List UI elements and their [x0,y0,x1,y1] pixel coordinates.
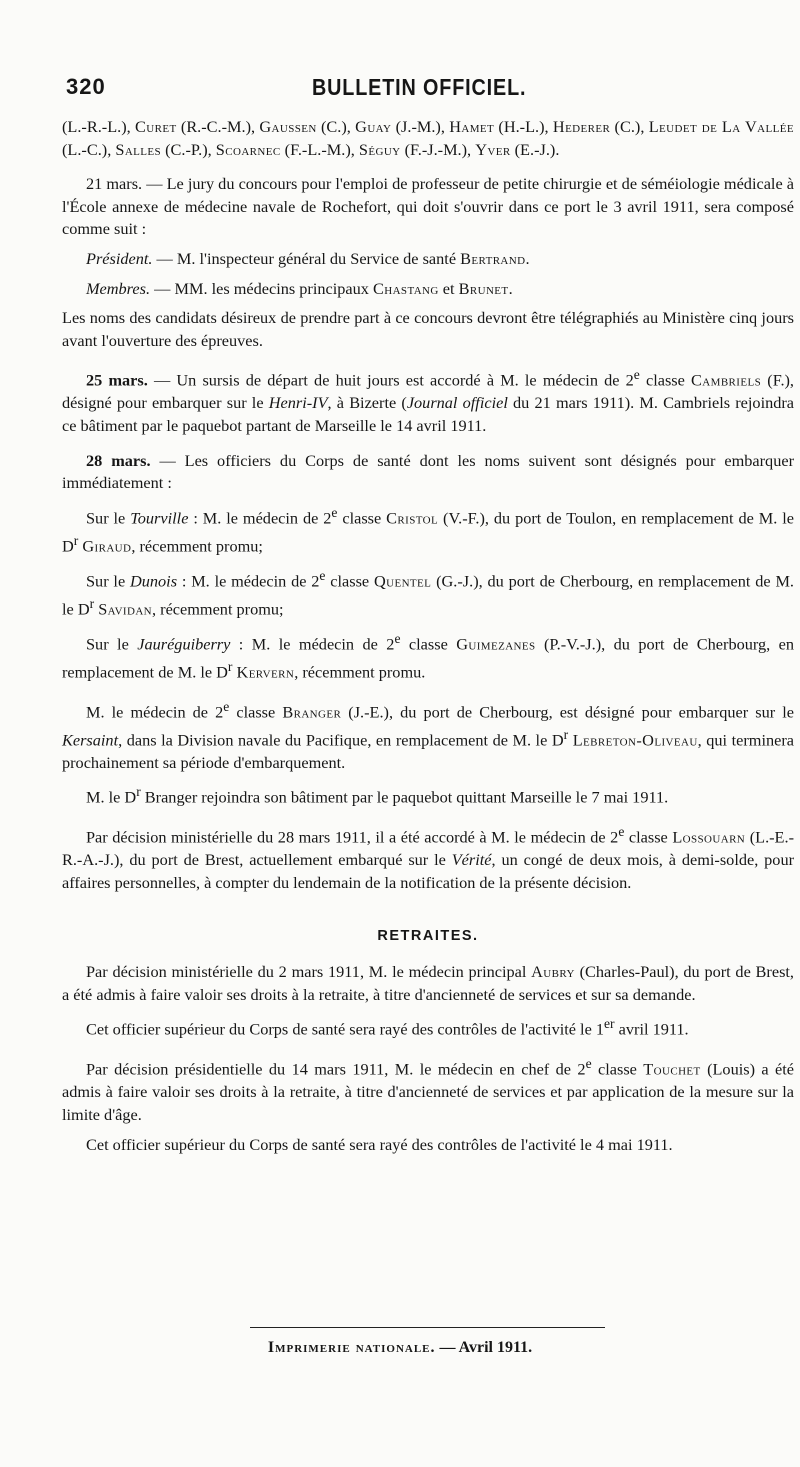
ship-name: Kersaint [62,730,119,750]
footer-rule [250,1327,605,1328]
kersaint-paragraph: M. le médecin de 2e classe Branger (J.-E.), du port de Cherbourg, est désigné pour embarquer sur le Kersaint, dans la Division navale du Pacifique, en remplacement de M. le $D^r$ Lebreton-Oliveau, qui terminera prochainement sa période d'embarquement. [62,698,795,772]
person-name: Kervern [236,662,295,682]
ship-name: Dunois [130,571,178,591]
running-title: BULLETIN OFFICIEL. [312,74,527,100]
embarquement-item: Sur le Dunois : M. le médecin de 2e classe Quentel (G.-J.), du port de Cherbourg, en remplacement de M. le $D^r$ Savidan, récemment promu; [62,567,794,619]
ship-name: Jauréguiberry [137,634,231,654]
retraite-paragraph: Cet officier supérieur du Corps de santé sera rayé des contrôles de l'activité le 4 mai 1911. [86,1134,673,1154]
person-name: Savidan [98,599,153,619]
person-name: Salles [115,139,162,159]
entry-date: 28 mars. [86,450,151,470]
branger-paragraph: M. le $D^r$ Branger rejoindra son bâtiment par le paquebot quittant Marseille le 7 mai 1911. [86,784,669,807]
retraite-paragraph: Par décision ministérielle du 2 mars 1911, M. le médecin principal Aubry (Charles-Paul), du port de Brest, a été admis à faire valoir ses droits à la retraite, à titre d'ancienneté de services et sur sa demande. [62,962,794,1004]
person-name: Gaussen [259,117,317,136]
person-name: Leudet de La Vallée [648,117,794,136]
person-name: Cristol [386,508,439,528]
entry-date: 21 mars. [86,174,143,194]
page-header [62,74,754,108]
embarquement-item: Sur le Jauréguiberry : M. le médecin de 2e classe Guimezanes (P.-V.-J.), du port de Cherbourg, en remplacement de M. le $D^r$ Kervern, récemment promu. [62,630,794,682]
person-name: Brunet [458,278,509,298]
jury-members: Membres. — MM. les médecins principaux Chastang et Brunet. [86,278,513,298]
person-name: Hederer [552,117,611,136]
person-name: Lebreton-Oliveau [572,730,698,750]
continuation-paragraph: (L.-R.-L.), Curet (R.-C.-M.), Gaussen (C.), Guay (J.-M.), Hamet (H.-L.), Hederer (C.), Leudet de La Vallée (L.-C.), Salles (C.-P.), Scoarnec (F.-L.-M.), Séguy (F.-J.-M.), Yver (E.-J.). [62,117,794,159]
retraite-paragraph: Par décision présidentielle du 14 mars 1911, M. le médecin en chef de 2e classe Touchet (Louis) a été admis à faire valoir ses droits à la retraite, à titre d'ancienneté de services et par application de la mesure sur la limite d'âge. [62,1056,795,1125]
person-name: Curet [135,117,177,136]
jury-paragraph: 21 mars. — Le jury du concours pour l'emploi de professeur de petite chirurgie et de séméiologie médicale à l'École annexe de médecine navale de Rochefort, qui doit s'ouvrir dans ce port le 3 avril 1911, sera composé comme suit : [62,174,794,239]
person-name: Touchet [643,1059,701,1079]
person-name: Lossouarn [672,827,746,847]
page-body [62,116,794,1163]
sursis-paragraph: 25 mars. — Un sursis de départ de huit jours est accordé à M. le médecin de 2e classe Cambriels (F.), désigné pour embarquer sur le Henri-IV, à Bizerte (Journal officiel du 21 mars 1911). M. Cambriels rejoindra ce bâtiment par le paquebot partant de Marseille le 14 avril 1911. [62,367,795,435]
person-name: Guay [355,117,392,136]
entry-date: 25 mars. [86,370,148,390]
person-name: Aubry [531,962,575,982]
section-title-retraites: RETRAITES. [377,927,479,944]
person-name: Cambriels [691,370,762,390]
printer-name: Imprimerie nationale. [267,1339,436,1356]
jury-closing: Les noms des candidats désireux de prendre part à ce concours devront être télégraphiés au Ministère cinq jours avant l'ouverture des épreuves. [62,308,794,350]
ship-name: Tourville [130,508,189,528]
person-name: Scoarnec [215,139,281,159]
person-name: Yver [475,139,511,159]
jury-president: Président. — M. l'inspecteur général du Service de santé Bertrand. [86,248,530,268]
footer-date: Avril 1911. [458,1339,533,1356]
person-name: Guimezanes [456,634,536,654]
person-name: Séguy [358,139,401,159]
person-name: Bertrand [460,248,526,268]
embarquement-item: Sur le Tourville : M. le médecin de 2e classe Cristol (V.-F.), du port de Toulon, en remplacement de M. le $D^r$ Giraud, récemment promu; [62,504,795,556]
person-name: Branger [282,702,342,722]
embarquements-intro: 28 mars. — Les officiers du Corps de santé dont les noms suivent sont désignés pour embarquer immédiatement : [62,450,794,493]
person-name: Hamet [449,117,495,136]
ship-name: Vérité [451,850,492,870]
person-name: Giraud [82,536,132,556]
retraite-paragraph: Cet officier supérieur du Corps de santé sera rayé des contrôles de l'activité le 1er avril 1911. [86,1016,689,1039]
person-name: Quentel [373,571,432,591]
ship-name: Henri-IV [268,393,328,413]
person-name: Chastang [372,278,439,298]
conge-paragraph: Par décision ministérielle du 28 mars 1911, il a été accordé à M. le médecin de 2e classe Lossouarn (L.-E.-R.-A.-J.), du port de Brest, actuellement embarqué sur le Vérité, un congé de deux mois, à demi-solde, pour affaires personnelles, à compter du lendemain de la notification de la présente décision. [62,824,795,893]
page-number: 320 [66,74,106,99]
page-footer: Imprimerie nationale. — Avril 1911. [267,1339,533,1356]
